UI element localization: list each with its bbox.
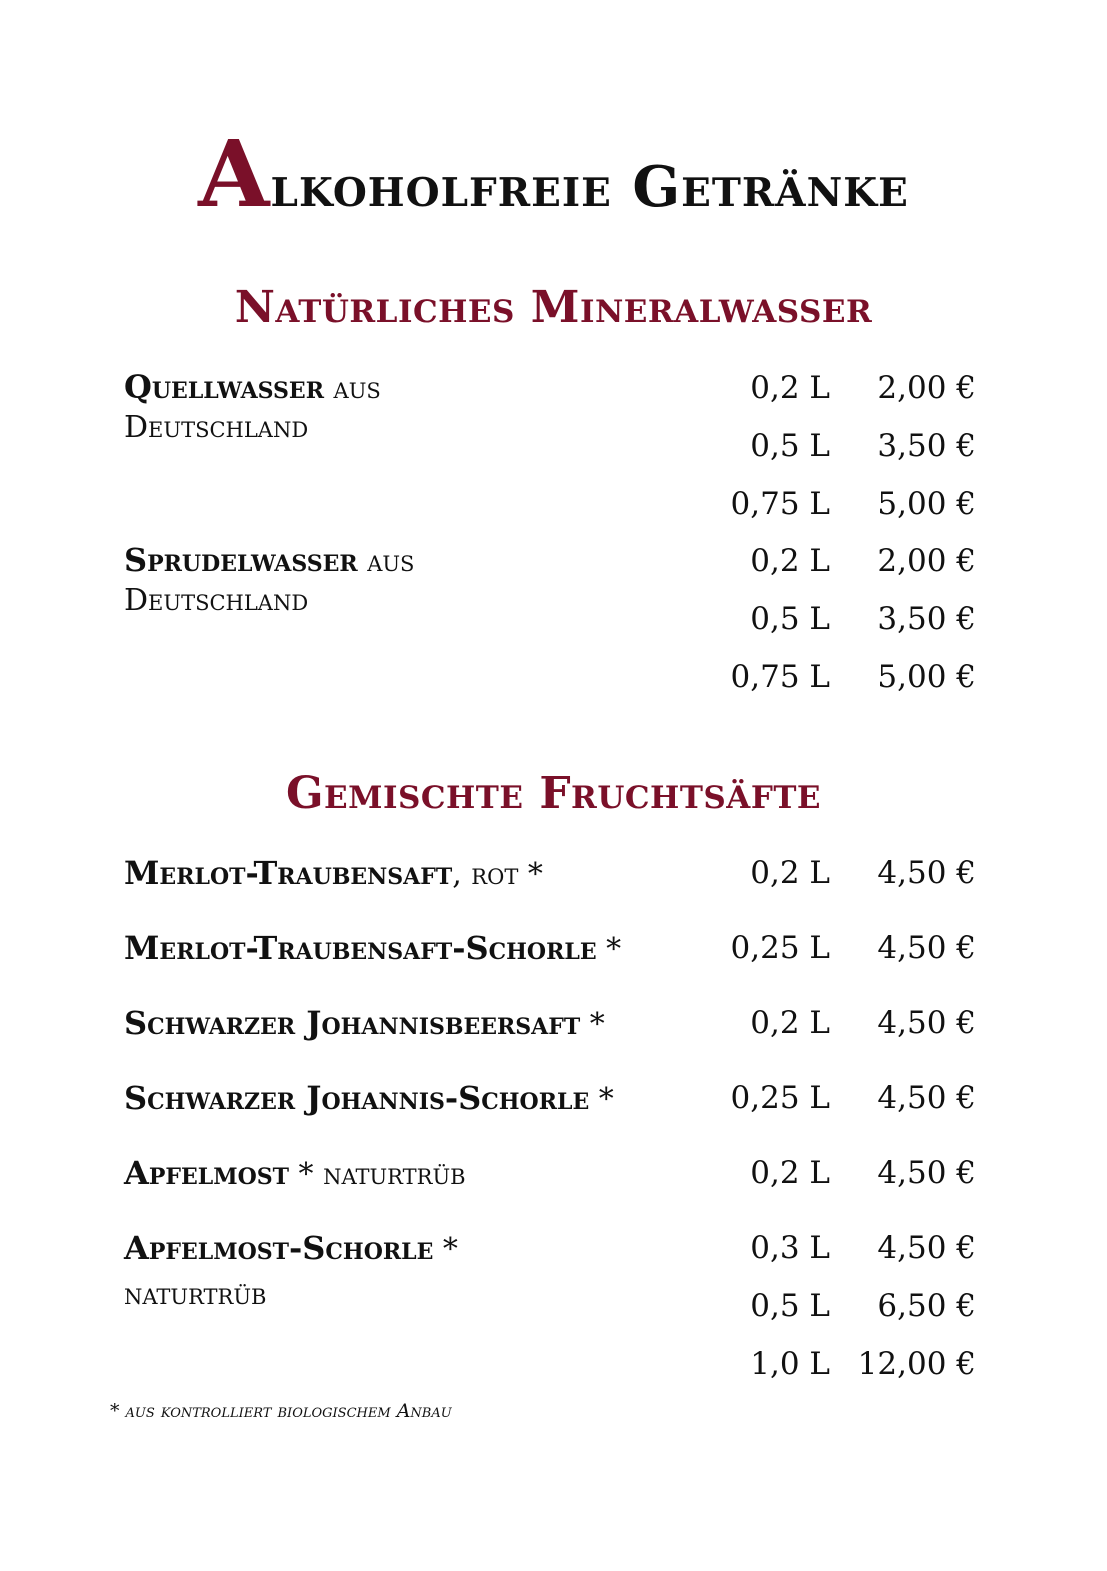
title-rest: lkoholfreie Getränke [270,154,909,220]
menu-item-johannis-schorle [124,1079,724,1117]
item-name: Schwarzer Johannisbeersaft [124,1004,581,1042]
item-price: 4,50 € [877,1005,976,1041]
menu-item-sprudelwasser [124,541,724,618]
item-price: 4,50 € [877,1155,976,1191]
item-volume: 0,2 L [750,370,830,406]
item-suffix: * [589,1082,614,1117]
menu-item-apfelmost-schorle [124,1229,724,1312]
item-name: Quellwasser [124,368,324,406]
item-name: Sprudelwasser [124,541,358,579]
item-price: 12,00 € [857,1346,976,1382]
item-volume: 0,2 L [750,543,830,579]
page-title [0,120,1107,228]
section-heading-fruchtsaefte: Gemischte Fruchtsäfte [285,768,822,819]
item-volume: 0,75 L [730,659,830,695]
item-volume: 0,25 L [730,1080,830,1116]
item-volume: 0,2 L [750,1155,830,1191]
item-price: 5,00 € [877,486,976,522]
item-suffix: aus [324,371,381,406]
item-price: 3,50 € [877,428,976,464]
item-volume: 0,5 L [750,1288,830,1324]
menu-item-johannisbeersaft [124,1004,724,1042]
item-suffix: * [580,1007,605,1042]
menu-item-merlot-traubensaft [124,854,724,892]
footnote: * aus kontrolliert biologischem Anbau [110,1400,452,1422]
item-name: Apfelmost-Schorle [124,1229,434,1267]
item-volume: 0,25 L [730,930,830,966]
item-sub: Deutschland [124,583,309,618]
item-name: Merlot-Traubensaft-Schorle [124,929,597,967]
menu-item-apfelmost [124,1154,724,1192]
section-heading-mineralwasser: Natürliches Mineralwasser [234,282,873,333]
item-name: Schwarzer Johannis-Schorle [124,1079,590,1117]
item-sub: naturtrüb [124,1277,267,1312]
title-initial: A [198,120,271,228]
item-price: 4,50 € [877,930,976,966]
item-volume: 1,0 L [750,1346,830,1382]
menu-item-quellwasser [124,368,724,445]
item-price: 5,00 € [877,659,976,695]
item-volume: 0,2 L [750,1005,830,1041]
item-volume: 0,5 L [750,428,830,464]
item-suffix: * naturtrüb [289,1157,466,1192]
item-volume: 0,3 L [750,1230,830,1266]
item-price: 4,50 € [877,855,976,891]
item-name: Apfelmost [124,1154,290,1192]
item-suffix: , rot * [452,857,543,892]
item-suffix: * [596,932,622,967]
item-sub: Deutschland [124,410,309,445]
item-volume: 0,75 L [730,486,830,522]
item-price: 4,50 € [877,1230,976,1266]
item-price: 4,50 € [877,1080,976,1116]
item-price: 6,50 € [877,1288,976,1324]
menu-item-merlot-schorle [124,929,724,967]
item-price: 2,00 € [877,543,976,579]
item-suffix: aus [357,544,415,579]
item-price: 3,50 € [877,601,976,637]
item-price: 2,00 € [877,370,976,406]
item-name: Merlot-Traubensaft [124,854,453,892]
item-volume: 0,5 L [750,601,830,637]
item-volume: 0,2 L [750,855,830,891]
item-suffix: * [433,1232,458,1267]
